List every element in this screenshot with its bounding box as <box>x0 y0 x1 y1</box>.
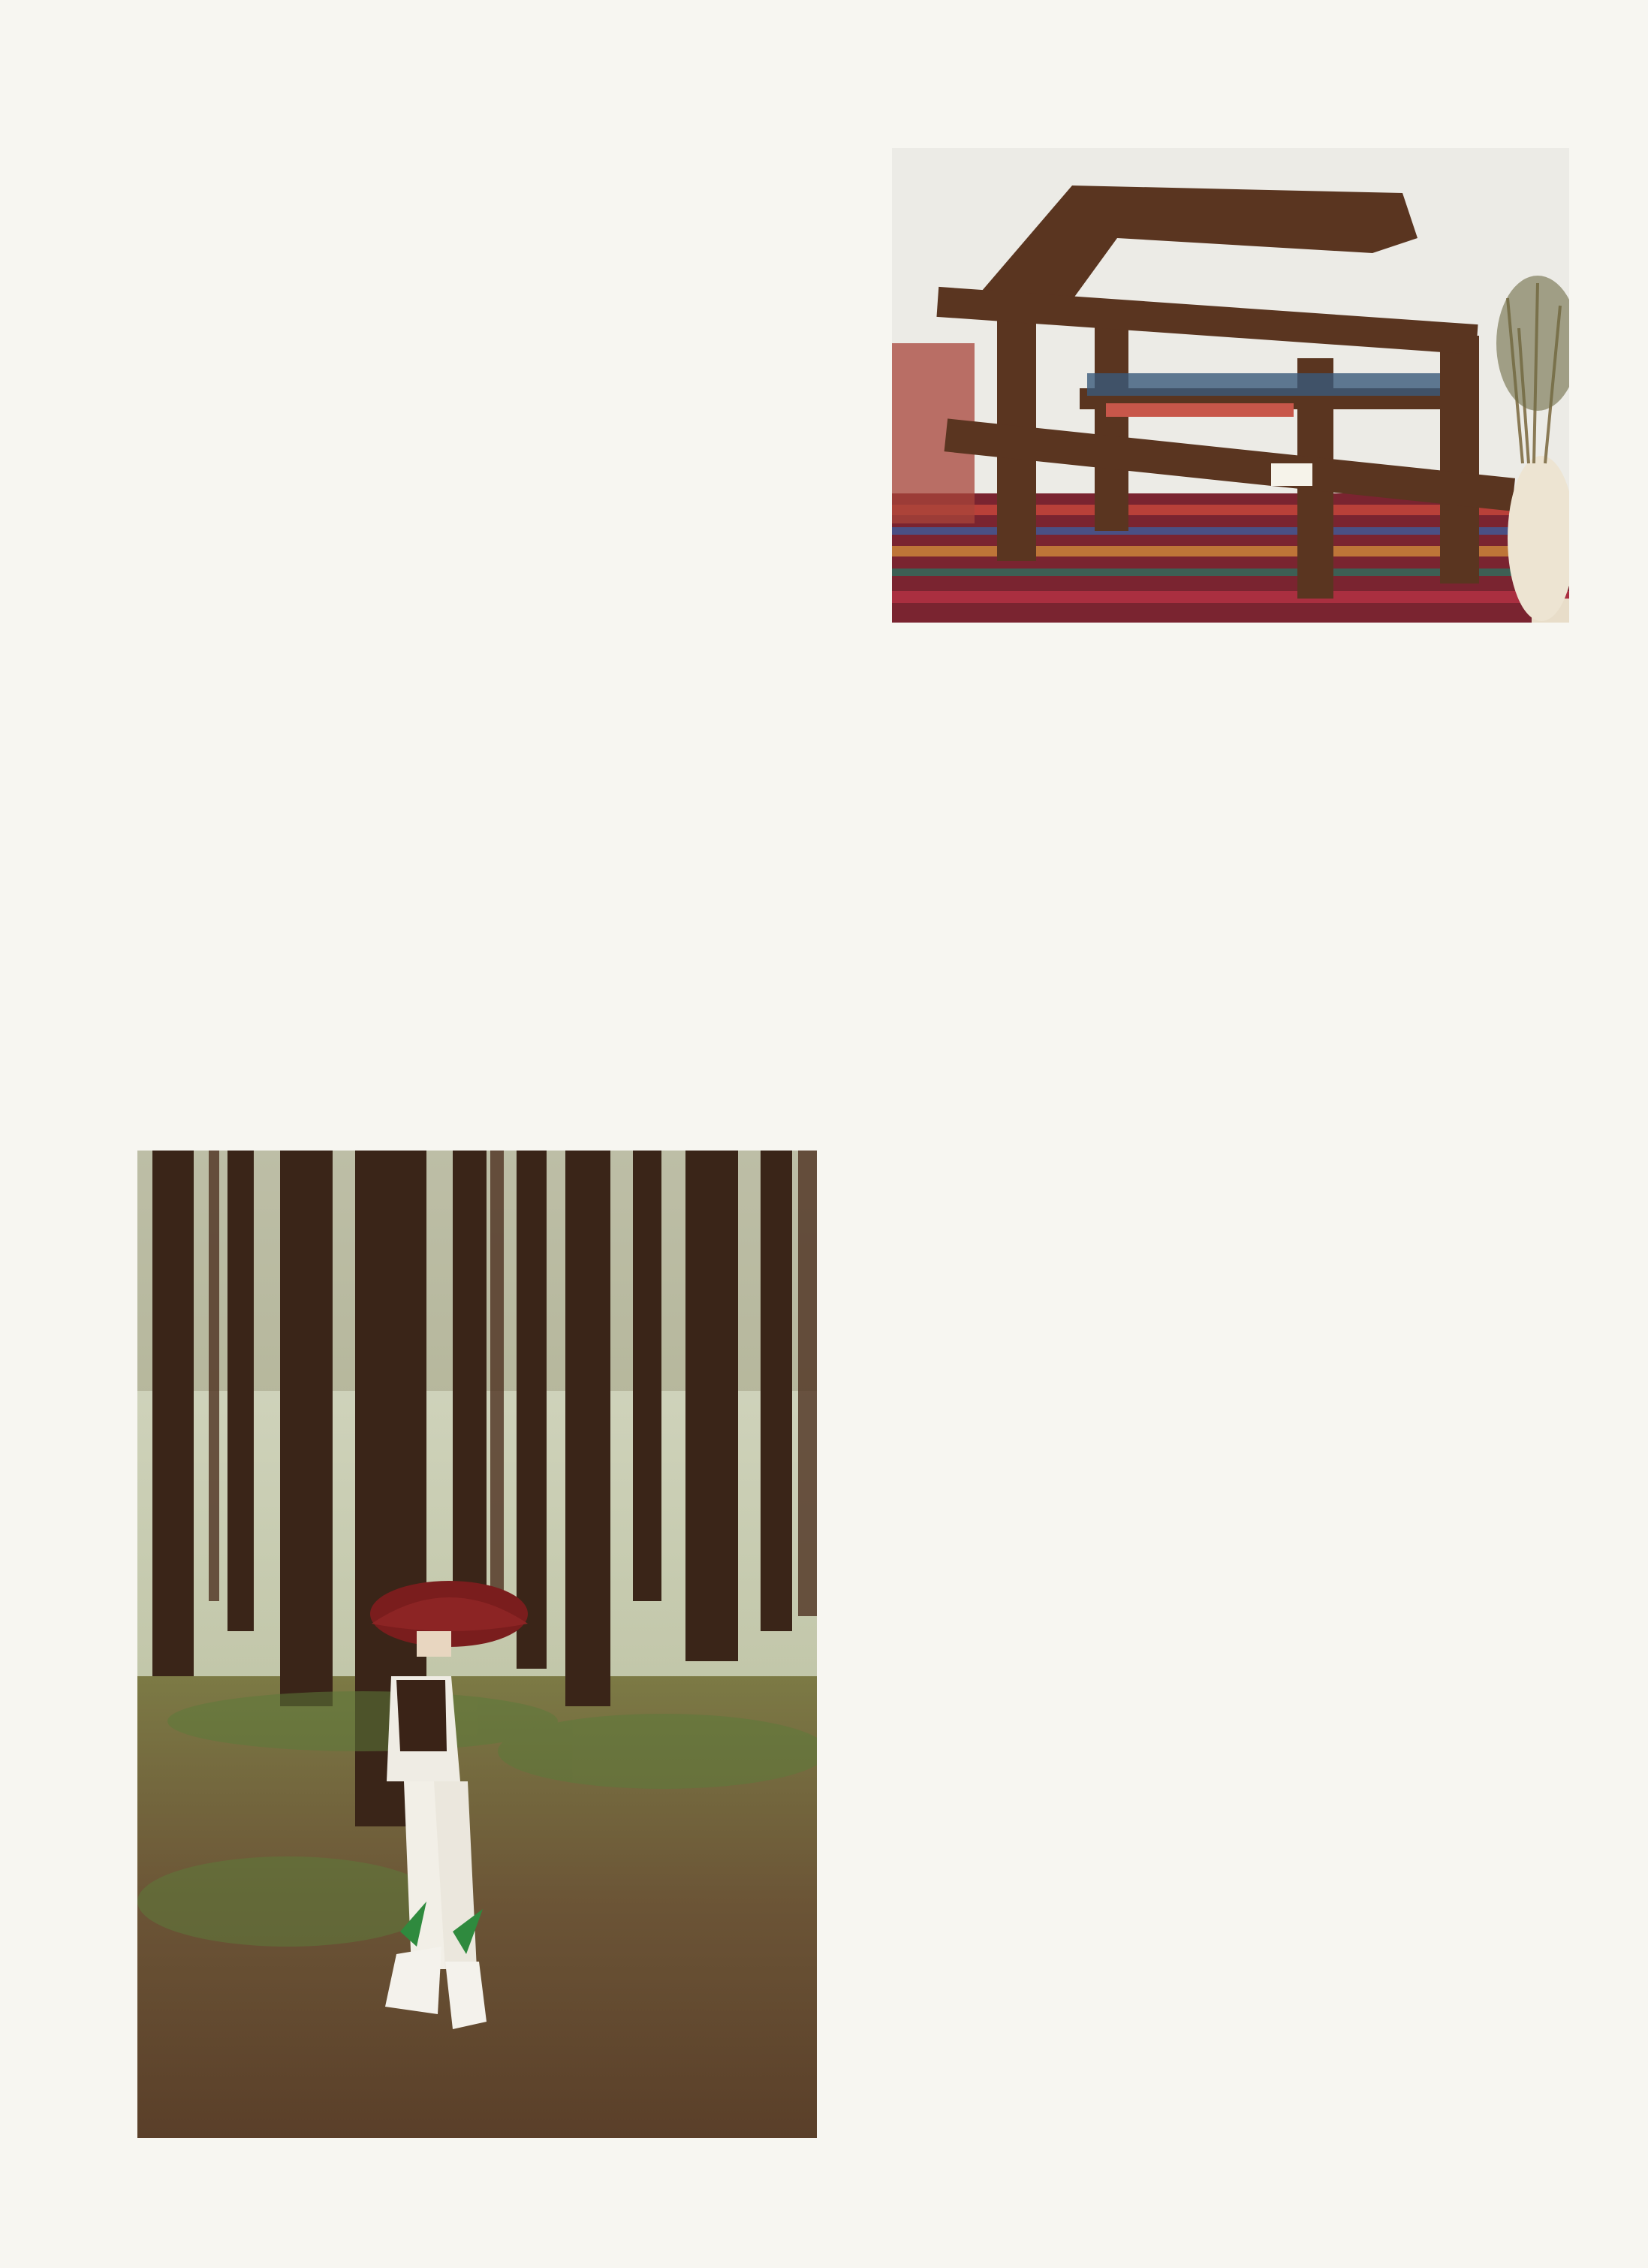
forest-photo <box>137 1151 817 2138</box>
page-number <box>758 2223 845 2268</box>
snowflake-border-bottom <box>64 2174 1648 2264</box>
snowflake-border-top <box>64 6 1648 117</box>
loom-photo <box>892 148 1569 623</box>
snowflake-border-left <box>0 71 89 2204</box>
